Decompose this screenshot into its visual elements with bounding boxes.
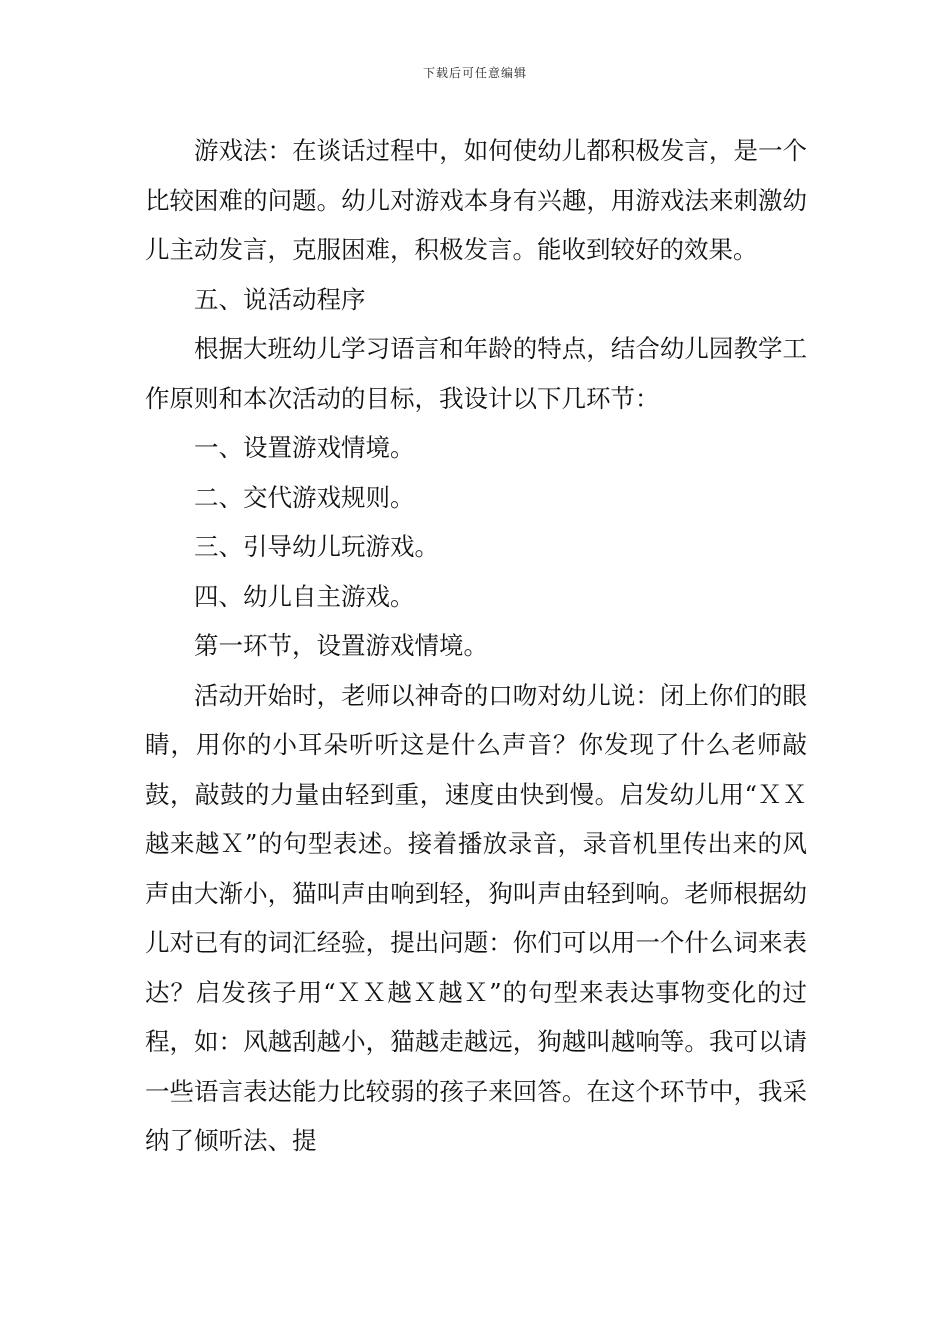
heading-activity-procedure: 五、说活动程序 [194,284,366,314]
list-item-step-4: 四、幼儿自主游戏。 [194,581,415,611]
paragraph-game-method: 游戏法：在谈话过程中，如何使幼儿都积极发言，是一个比较困难的问题。幼儿对游戏本身有兴趣，用游戏法来刺激幼儿主动发言，克服困难，积极发言。能收到较好的效果。 [145,136,807,264]
document-body [145,126,807,1166]
list-item-step-2: 二、交代游戏规则。 [194,482,415,512]
page-header: 下载后可任意编辑 [422,66,527,80]
heading-first-step: 第一环节，设置游戏情境。 [194,631,488,660]
paragraph-procedure-intro: 根据大班幼儿学习语言和年龄的特点，结合幼儿园教学工作原则和本次活动的目标，我设计以下几环节： [145,334,807,413]
list-item-step-1: 一、设置游戏情境。 [194,433,415,462]
paragraph-first-step-detail: 活动开始时，老师以神奇的口吻对幼儿说：闭上你们的眼睛，用你的小耳朵听听这是什么声音？你发现了什么老师敲鼓，敲鼓的力量由轻到重，速度由快到慢。启发幼儿用“ＸＸ越来越Ｘ”的句型表述。接着播放录音，录音机里传出来的风声由大渐小，猫叫声由响到轻，狗叫声由轻到响。老师根据幼儿对已有的词汇经验，提出问题：你们可以用一个什么词来表达？启发孩子用“ＸＸ越Ｘ越Ｘ”的句型来表达事物变化的过程，如：风越刮越小，猫越走越远，狗越叫越响等。我可以请一些语言表达能力比较弱的孩子来回答。在这个环节中，我采纳了倾听法、提 [145,680,807,1155]
list-item-step-3: 三、引导幼儿玩游戏。 [194,532,439,561]
